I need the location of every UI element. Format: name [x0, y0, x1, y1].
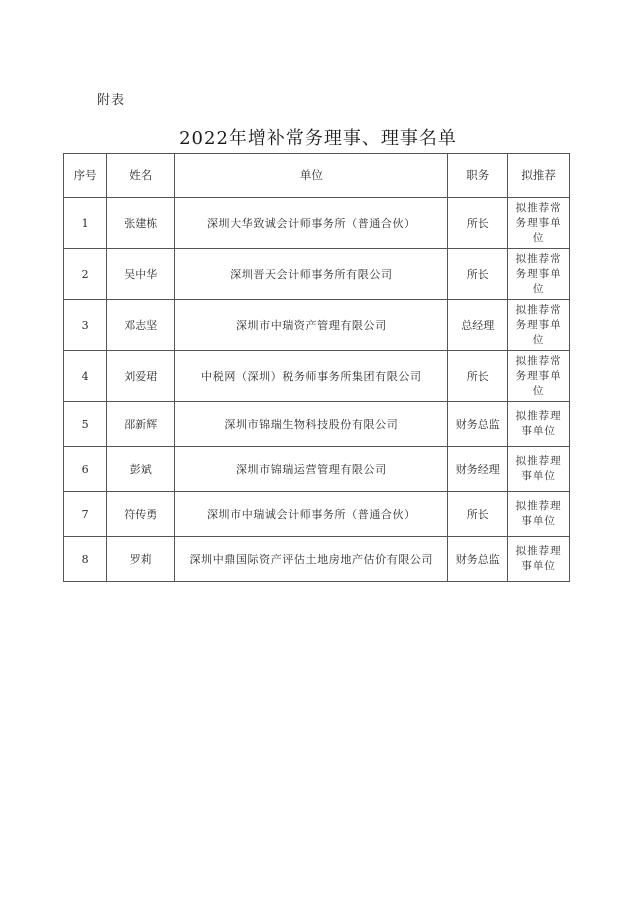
- cell-role: 拟推荐常务理事单位: [508, 351, 570, 402]
- cell-index: 7: [64, 492, 107, 537]
- cell-index: 6: [64, 447, 107, 492]
- cell-position: 总经理: [448, 300, 508, 351]
- cell-role: 拟推荐理事单位: [508, 447, 570, 492]
- cell-org: 深圳市锦瑞运营管理有限公司: [175, 447, 448, 492]
- document-title: 2022年增补常务理事、理事名单: [179, 128, 457, 149]
- cell-name: 吴中华: [107, 249, 175, 300]
- header-position: 职务: [448, 154, 508, 198]
- header-name: 姓名: [107, 154, 175, 198]
- cell-index: 5: [64, 402, 107, 447]
- cell-role: 拟推荐理事单位: [508, 537, 570, 582]
- table-row: [64, 351, 570, 402]
- cell-index: 4: [64, 351, 107, 402]
- cell-org: 深圳市中瑞诚会计师事务所（普通合伙）: [175, 492, 448, 537]
- header-role: 拟推荐: [508, 154, 570, 198]
- cell-index: 8: [64, 537, 107, 582]
- header-index: 序号: [64, 154, 107, 198]
- cell-name: 张建栋: [107, 198, 175, 249]
- member-table: [63, 153, 570, 582]
- cell-name: 刘爱珺: [107, 351, 175, 402]
- cell-name: 罗莉: [107, 537, 175, 582]
- cell-role: 拟推荐常务理事单位: [508, 198, 570, 249]
- table-row: [64, 198, 570, 249]
- cell-index: 2: [64, 249, 107, 300]
- cell-position: 所长: [448, 351, 508, 402]
- cell-position: 所长: [448, 492, 508, 537]
- cell-role: 拟推荐常务理事单位: [508, 300, 570, 351]
- cell-position: 财务总监: [448, 402, 508, 447]
- cell-org: 中税网（深圳）税务师事务所集团有限公司: [175, 351, 448, 402]
- cell-position: 所长: [448, 249, 508, 300]
- cell-org: 深圳市中瑞资产管理有限公司: [175, 300, 448, 351]
- cell-org: 深圳大华致诚会计师事务所（普通合伙）: [175, 198, 448, 249]
- cell-name: 邵新辉: [107, 402, 175, 447]
- table-row: [64, 300, 570, 351]
- cell-role: 拟推荐常务理事单位: [508, 249, 570, 300]
- cell-role: 拟推荐理事单位: [508, 402, 570, 447]
- table-row: [64, 447, 570, 492]
- cell-org: 深圳晋天会计师事务所有限公司: [175, 249, 448, 300]
- table-row: [64, 537, 570, 582]
- cell-index: 3: [64, 300, 107, 351]
- table-row: [64, 402, 570, 447]
- cell-name: 符传勇: [107, 492, 175, 537]
- annex-label: 附表: [97, 93, 126, 108]
- cell-position: 财务经理: [448, 447, 508, 492]
- cell-index: 1: [64, 198, 107, 249]
- cell-org: 深圳中鼎国际资产评估土地房地产估价有限公司: [175, 537, 448, 582]
- cell-position: 所长: [448, 198, 508, 249]
- cell-name: 邓志坚: [107, 300, 175, 351]
- table-row: [64, 492, 570, 537]
- header-org: 单位: [175, 154, 448, 198]
- table-row: [64, 249, 570, 300]
- cell-position: 财务总监: [448, 537, 508, 582]
- cell-org: 深圳市锦瑞生物科技股份有限公司: [175, 402, 448, 447]
- cell-name: 彭斌: [107, 447, 175, 492]
- table-header-row: [64, 154, 570, 198]
- cell-role: 拟推荐理事单位: [508, 492, 570, 537]
